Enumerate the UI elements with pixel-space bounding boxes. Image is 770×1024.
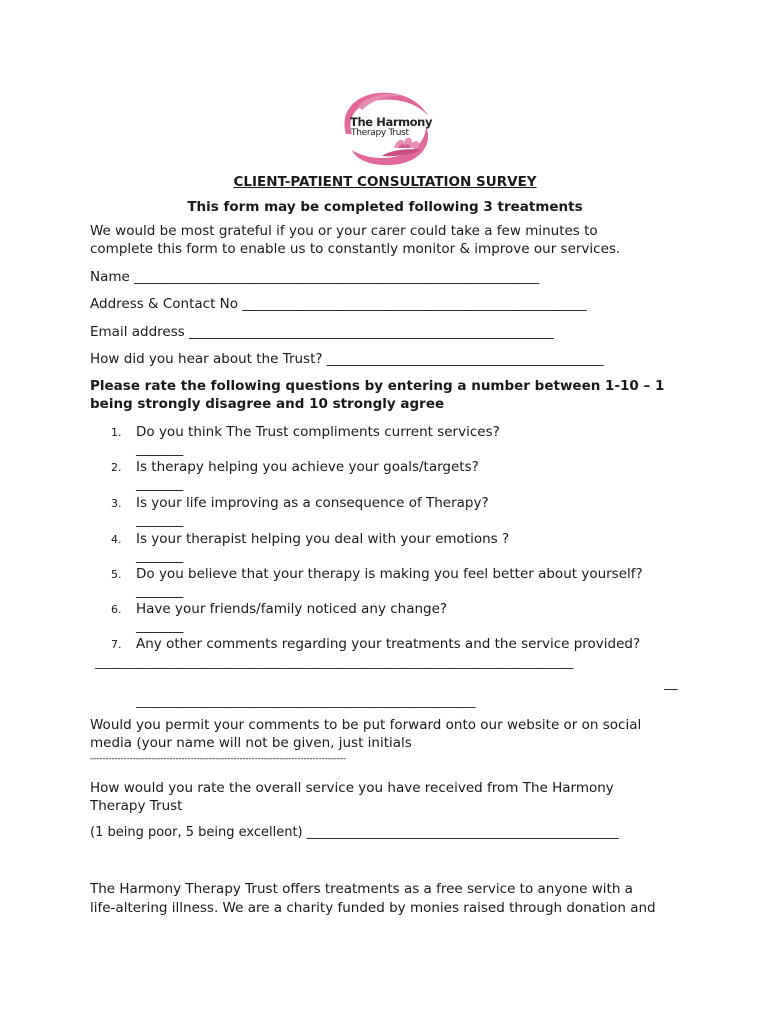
- question-answer-blank[interactable]: _______: [136, 583, 184, 599]
- permission-answer-line[interactable]: ------------------------------------------------------------------------------------: [90, 754, 346, 764]
- question-answer-blank[interactable]: _______: [136, 441, 184, 457]
- intro-line-1: We would be most grateful if you or your carer could take a few minutes to: [90, 223, 598, 239]
- question-text: Any other comments regarding your treatments and the service provided?: [136, 636, 641, 652]
- question-number: 6.: [111, 603, 122, 616]
- logo-text-line1: The Harmony: [350, 115, 433, 129]
- intro-line-2: complete this form to enable us to constantly monitor & improve our services.: [90, 241, 621, 257]
- question-number: 2.: [111, 461, 122, 474]
- question-text: Do you believe that your therapy is making you feel better about yourself?: [136, 566, 643, 582]
- rating-instructions-line-1: Please rate the following questions by entering a number between 1-10 – 1: [90, 378, 665, 394]
- question-answer-blank[interactable]: _______: [136, 512, 184, 528]
- address-field[interactable]: Address & Contact No ___________________________________________________: [90, 296, 587, 312]
- question-answer-blank[interactable]: _______: [136, 548, 184, 564]
- footer-line-1: The Harmony Therapy Trust offers treatments as a free service to anyone with a: [90, 881, 633, 897]
- logo-text-line2: Therapy Trust: [351, 128, 409, 138]
- question-answer-blank[interactable]: _______: [136, 476, 184, 492]
- question-number: 5.: [111, 568, 122, 581]
- overall-rating-line-1: How would you rate the overall service you have received from The Harmony: [90, 780, 614, 796]
- question-text: Have your friends/family noticed any change?: [136, 601, 448, 617]
- question-number: 1.: [111, 426, 122, 439]
- question-answer-blank[interactable]: _______: [136, 618, 184, 634]
- question-text: Is therapy helping you achieve your goals/targets?: [136, 459, 479, 475]
- overall-rating-field[interactable]: (1 being poor, 5 being excellent) ________________________________________________: [90, 825, 619, 840]
- permission-line-2: media (your name will not be given, just initials: [90, 735, 412, 751]
- referral-source-field[interactable]: How did you hear about the Trust? _________________________________________: [90, 351, 604, 367]
- permission-line-1: Would you permit your comments to be put forward onto our website or on social: [90, 717, 642, 733]
- comments-line-1[interactable]: _________________________________________________________________________________: [95, 654, 573, 669]
- question-number: 7.: [111, 638, 122, 651]
- comments-line-3[interactable]: _________________________________________________________: [136, 693, 476, 708]
- page-title: CLIENT-PATIENT CONSULTATION SURVEY: [233, 174, 537, 190]
- question-text: Do you think The Trust compliments current services?: [136, 424, 500, 440]
- rating-instructions-line-2: being strongly disagree and 10 strongly agree: [90, 396, 445, 412]
- footer-line-2: life-altering illness. We are a charity funded by monies raised through donation and: [90, 900, 656, 916]
- question-number: 4.: [111, 533, 122, 546]
- page-subtitle: This form may be completed following 3 treatments: [187, 199, 583, 215]
- email-field[interactable]: Email address ______________________________________________________: [90, 324, 554, 340]
- question-text: Is your therapist helping you deal with your emotions ?: [136, 531, 510, 547]
- harmony-logo: [338, 88, 436, 168]
- overall-rating-line-2: Therapy Trust: [90, 798, 183, 814]
- name-field[interactable]: Name ____________________________________________________________: [90, 269, 540, 285]
- question-text: Is your life improving as a consequence of Therapy?: [136, 495, 489, 511]
- question-number: 3.: [111, 497, 122, 510]
- comments-line-2[interactable]: __: [664, 675, 678, 691]
